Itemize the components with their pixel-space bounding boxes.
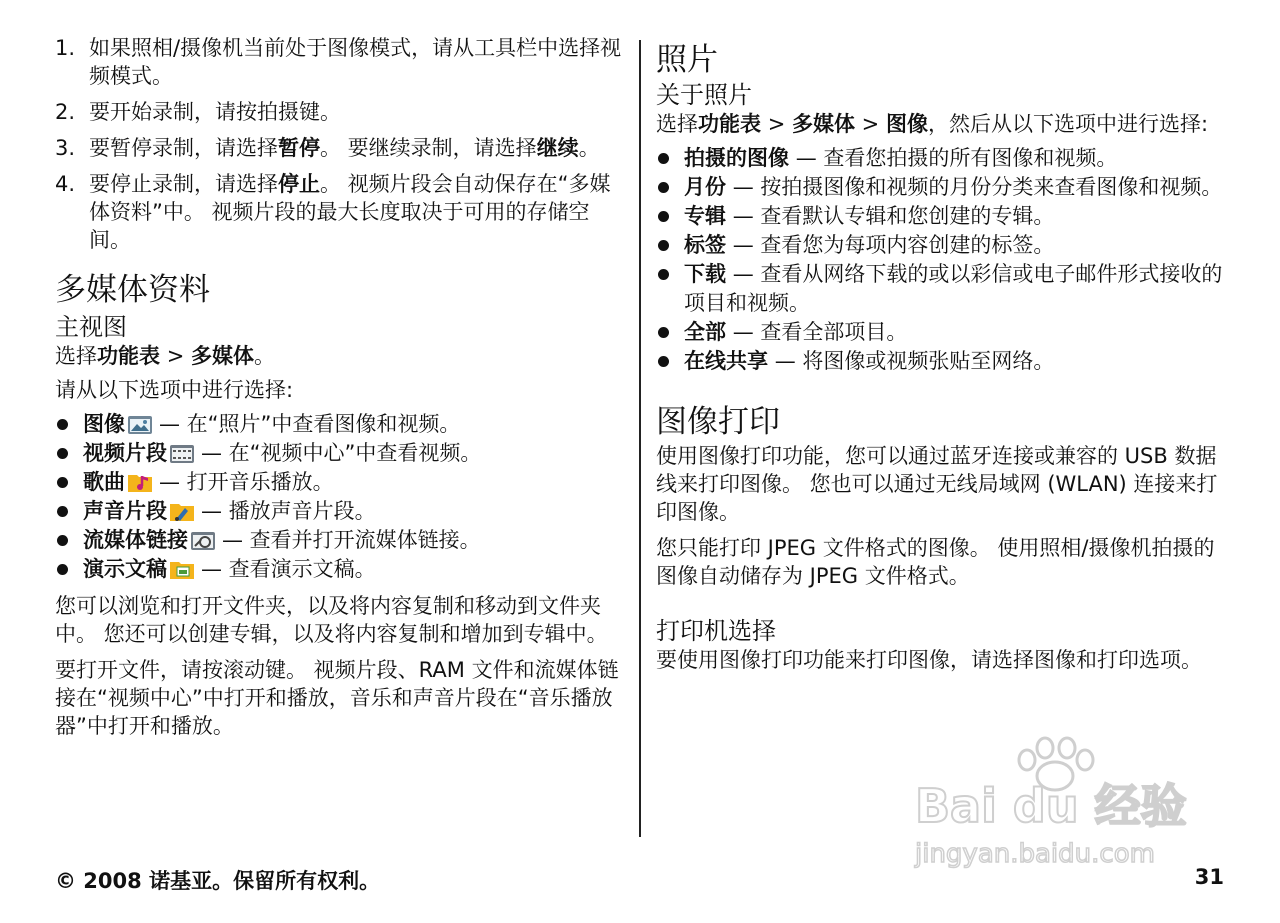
- gallery-option: [55, 410, 627, 439]
- gallery-para-2: 要打开文件，请按滚动键。 视频片段、RAM 文件和流媒体链接在“视频中心”中打开和播放，音乐和声音片段在“音乐播放器”中打开和播放。: [55, 658, 619, 738]
- option-description: — 查看您为每项内容创建的标签。: [732, 233, 1055, 257]
- gallery-para-1: 您可以浏览和打开文件夹，以及将内容复制和移动到文件夹中。 您还可以创建专辑，以及将内容复制和增加到专辑中。: [55, 594, 608, 646]
- photos-option: [656, 260, 1228, 318]
- watermark-brand: Bai du 经验: [915, 779, 1187, 833]
- music-folder-icon: [127, 471, 153, 493]
- printer-select-title: 打印机选择: [656, 617, 776, 645]
- option-label: 专辑: [684, 204, 726, 228]
- bullet: [57, 506, 68, 517]
- gallery-options-list: [55, 410, 627, 584]
- gallery-option: [55, 468, 627, 497]
- photos-option: [656, 347, 1228, 376]
- menu-command: 继续: [536, 136, 579, 160]
- bullet: [658, 211, 669, 222]
- path-arrow: >: [861, 112, 880, 136]
- option-description: — 在“照片”中查看图像和视频。: [159, 412, 461, 436]
- option-description: — 查看您拍摄的所有图像和视频。: [795, 146, 1118, 170]
- option-description: — 按拍摄图像和视频的月份分类来查看图像和视频。: [732, 175, 1223, 199]
- gallery-select-path: [55, 342, 627, 370]
- photos-option: [656, 202, 1228, 231]
- page-number: 31: [1194, 865, 1224, 889]
- bullet: [57, 477, 68, 488]
- option-label: 月份: [684, 175, 726, 199]
- photos-options-list: [656, 144, 1228, 376]
- menu-images: 图像: [885, 112, 928, 136]
- step-number: 2.: [55, 100, 76, 124]
- option-label: 声音片段: [83, 499, 167, 523]
- bullet: [57, 535, 68, 546]
- path-arrow: >: [166, 344, 185, 368]
- gallery-option: [55, 555, 627, 584]
- option-label: 流媒体链接: [83, 528, 188, 552]
- photos-subtitle: 关于照片: [656, 81, 752, 109]
- bullet: [658, 327, 669, 338]
- print-para-1: 使用图像打印功能，您可以通过蓝牙连接或兼容的 USB 数据线来打印图像。 您也可以通过无线局域网 (WLAN) 连接来打印图像。: [656, 444, 1218, 524]
- gallery-option: [55, 497, 627, 526]
- menu-multimedia: 多媒体: [791, 112, 855, 136]
- step-number: 1.: [55, 36, 76, 60]
- step-text: 。 视频片段会自动保存在“多媒体资料”中。 视频片段的最大长度取决于可用的存储空间。: [89, 172, 611, 252]
- sound-clip-icon: [169, 500, 195, 522]
- select-prefix: 选择: [55, 344, 97, 368]
- menu-command: 暂停: [278, 136, 320, 160]
- watermark-url: jingyan.baidu.com: [915, 839, 1155, 869]
- option-description: — 打开音乐播放。: [159, 470, 334, 494]
- gallery-intro: 请从以下选项中进行选择:: [55, 378, 294, 402]
- bullet: [658, 269, 669, 280]
- right-column: [656, 40, 1228, 674]
- step-text: 。: [578, 136, 600, 160]
- option-label: 标签: [684, 233, 726, 257]
- step-text: 要停止录制，请选择: [89, 172, 278, 196]
- step-item: [55, 98, 627, 126]
- bullet: [658, 240, 669, 251]
- option-label: 演示文稿: [83, 557, 167, 581]
- step-text: 。 要继续录制，请选择: [320, 136, 537, 160]
- copyright: © 2008 诺基亚。保留所有权利。: [55, 869, 381, 893]
- option-label: 全部: [684, 320, 726, 344]
- step-text: 如果照相/摄像机当前处于图像模式，请从工具栏中选择视频模式。: [89, 36, 622, 88]
- left-column: [55, 34, 627, 740]
- photos-option: [656, 173, 1228, 202]
- gallery-option: [55, 526, 627, 555]
- path-arrow: >: [767, 112, 786, 136]
- step-item: [55, 170, 627, 254]
- option-description: — 查看演示文稿。: [201, 557, 376, 581]
- step-item: [55, 134, 627, 162]
- option-description: — 在“视频中心”中查看视频。: [201, 441, 482, 465]
- bullet: [658, 182, 669, 193]
- streaming-link-icon: [190, 529, 216, 551]
- step-text: 要暂停录制，请选择: [89, 136, 278, 160]
- column-divider: [639, 40, 641, 837]
- bullet: [658, 153, 669, 164]
- presentation-icon: [169, 558, 195, 580]
- option-description: — 查看全部项目。: [732, 320, 908, 344]
- video-folder-icon: [169, 442, 195, 464]
- photos-title: 照片: [656, 42, 718, 78]
- option-label: 下载: [684, 262, 726, 286]
- select-prefix: 选择: [656, 112, 698, 136]
- option-description: — 查看默认专辑和您创建的专辑。: [732, 204, 1055, 228]
- option-label: 拍摄的图像: [684, 146, 789, 170]
- step-number: 4.: [55, 172, 76, 196]
- option-label: 图像: [83, 412, 125, 436]
- bullet: [57, 419, 68, 430]
- menu-multimedia: 多媒体: [190, 344, 254, 368]
- step-number: 3.: [55, 136, 76, 160]
- step-item: [55, 34, 627, 90]
- option-description: — 查看并打开流媒体链接。: [222, 528, 481, 552]
- option-label: 视频片段: [83, 441, 167, 465]
- photos-option: [656, 231, 1228, 260]
- menu-function: 功能表: [97, 344, 160, 368]
- print-para-2: 您只能打印 JPEG 文件格式的图像。 使用照相/摄像机拍摄的图像自动储存为 JPEG 文件格式。: [656, 536, 1215, 588]
- photos-option: [656, 144, 1228, 173]
- printer-select-para: 要使用图像打印功能来打印图像，请选择图像和打印选项。: [656, 648, 1202, 672]
- intro-suffix: ，然后从以下选项中进行选择:: [927, 112, 1209, 136]
- option-label: 在线共享: [684, 349, 768, 373]
- recording-steps: [55, 34, 627, 254]
- photos-option: [656, 318, 1228, 347]
- photos-select-path: [656, 110, 1228, 138]
- option-description: — 将图像或视频张贴至网络。: [774, 349, 1055, 373]
- baidu-watermark: [905, 730, 1205, 880]
- image-folder-icon: [127, 413, 153, 435]
- gallery-title: 多媒体资料: [55, 272, 210, 308]
- step-text: 要开始录制，请按拍摄键。: [89, 100, 341, 124]
- print-title: 图像打印: [656, 404, 780, 440]
- menu-function: 功能表: [698, 112, 761, 136]
- option-description: — 播放声音片段。: [201, 499, 376, 523]
- bullet: [57, 448, 68, 459]
- gallery-option: [55, 439, 627, 468]
- option-description: — 查看从网络下载的或以彩信或电子邮件形式接收的项目和视频。: [684, 262, 1223, 315]
- menu-command: 停止: [278, 172, 320, 196]
- bullet: [57, 564, 68, 575]
- option-label: 歌曲: [83, 470, 125, 494]
- bullet: [658, 356, 669, 367]
- gallery-subtitle: 主视图: [55, 313, 127, 341]
- period: 。: [253, 344, 275, 368]
